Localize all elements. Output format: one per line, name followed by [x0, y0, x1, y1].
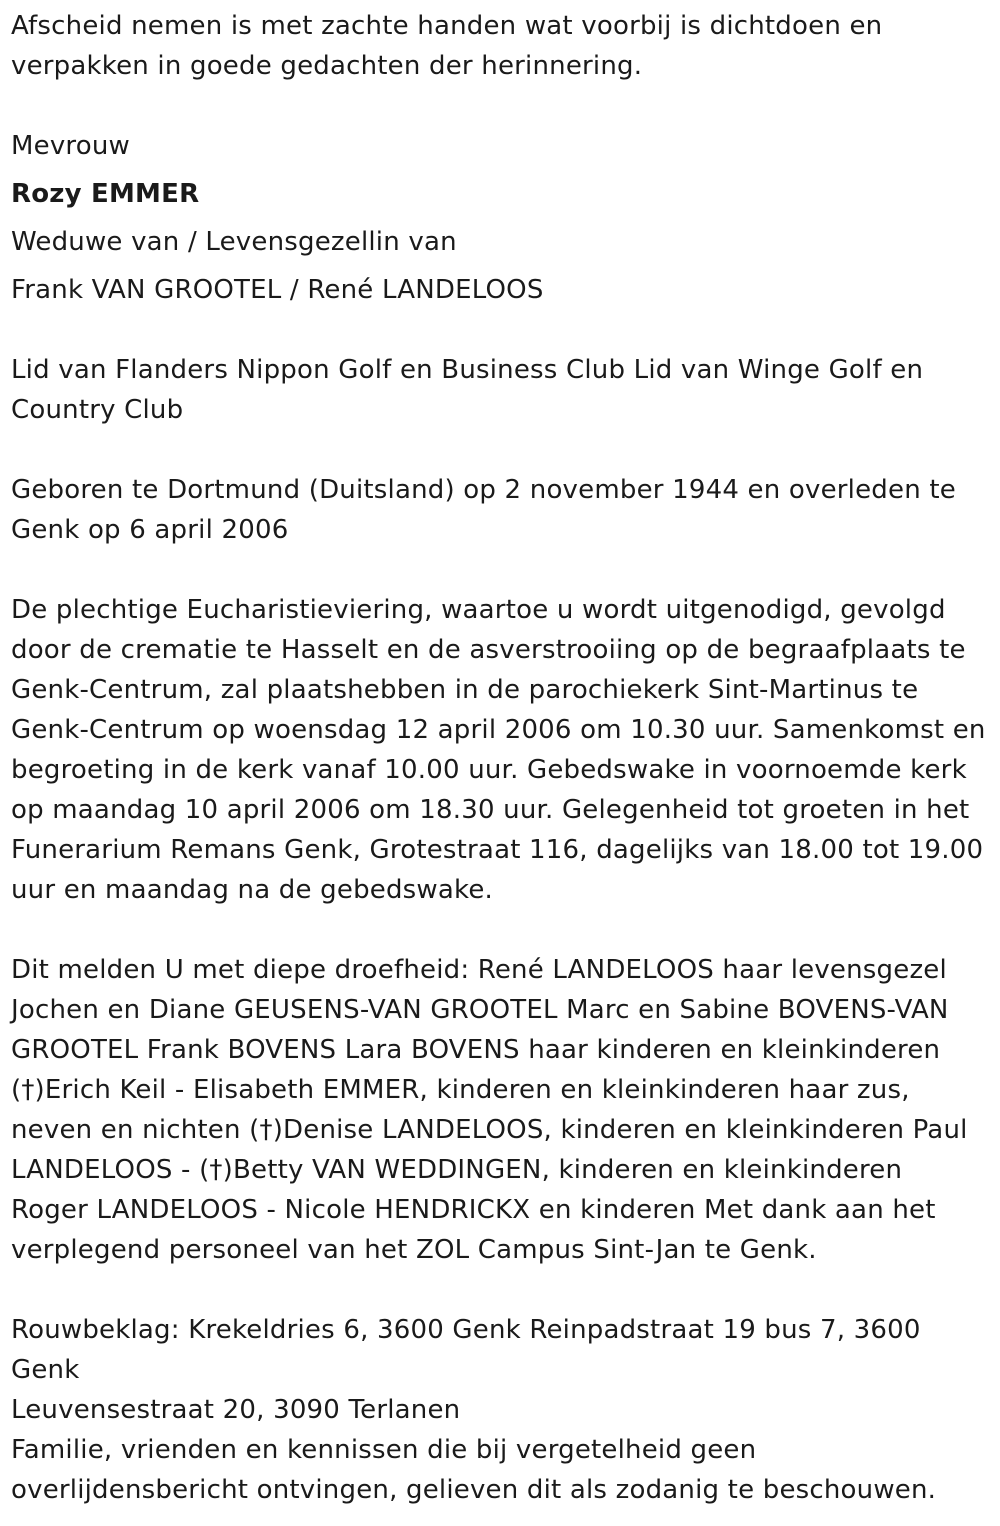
family-text: Dit melden U met diepe droefheid: René LANDELOOS haar levensgezel Jochen en Diane GEUSENS-VAN GROOTEL Marc en Sabine BOVENS-VAN GROOTEL Frank BOVENS Lara BOVENS haar kinderen en kleinkinderen (†)Erich Keil - Elisabeth EMMER, kinderen en kleinkinderen haar zus, neven en nichten (†)Denise LANDELOOS, kinderen en kleinkinderen Paul LANDELOOS - (†)Betty VAN WEDDINGEN, kinderen en kleinkinderen Roger LANDELOOS - Nicole HENDRICKX en kinderen Met dank aan het verplegend personeel van het ZOL Campus Sint-Jan te Genk. — [11, 955, 968, 1265]
ceremony-text: De plechtige Eucharistieviering, waartoe u wordt uitgenodigd, gevolgd door de crematie te Hasselt en de asverstrooiing op de begraafplaats te Genk-Centrum, zal plaatshebben in de parochiekerk Sint-Martinus te Genk-Centrum op woensdag 12 april 2006 om 10.30 uur. Samenkomst en begroeting in de kerk vanaf 10.00 uur. Gebedswake in voornoemde kerk op maandag 10 april 2006 om 18.30 uur. Gelegenheid tot groeten in het Funerarium Remans Genk, Grotestraat 116, dagelijks van 18.00 tot 19.00 uur en maandag na de gebedswake. — [11, 595, 986, 905]
relation-line-1: Weduwe van / Levensgezellin van — [11, 227, 457, 257]
relation-line-2: Frank VAN GROOTEL / René LANDELOOS — [11, 275, 544, 305]
intro-text: Afscheid nemen is met zachte handen wat voorbij is dichtdoen en verpakken in goede gedachten der herinnering. — [11, 11, 883, 81]
salutation: Mevrouw — [11, 131, 130, 161]
deceased-name: Rozy EMMER — [11, 179, 200, 209]
condolence-text: Rouwbeklag: Krekeldries 6, 3600 Genk Reinpadstraat 19 bus 7, 3600 Genk Leuvensestraat 20, 3090 Terlanen — [11, 1315, 921, 1425]
birth-death-text: Geboren te Dortmund (Duitsland) op 2 november 1944 en overleden te Genk op 6 april 2006 — [11, 475, 956, 545]
membership-text: Lid van Flanders Nippon Golf en Business Club Lid van Winge Golf en Country Club — [11, 355, 924, 425]
closing-text: Familie, vrienden en kennissen die bij vergetelheid geen overlijdensbericht ontvingen, gelieven dit als zodanig te beschouwen. — [11, 1435, 937, 1505]
